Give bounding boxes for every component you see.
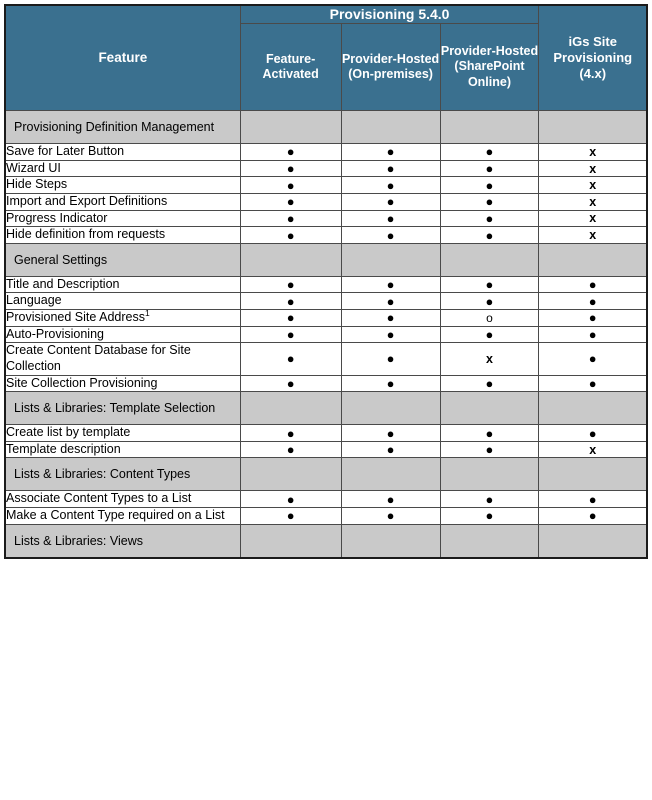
support-mark-cell: ● <box>240 491 341 508</box>
table-body <box>5 111 647 558</box>
section-label: Lists & Libraries: Template Selection <box>5 392 240 425</box>
table-row <box>5 508 647 525</box>
support-mark-cell: x <box>539 177 647 194</box>
section-empty-cell <box>539 458 647 491</box>
section-empty-cell <box>341 111 440 144</box>
section-empty-cell <box>539 392 647 425</box>
support-mark-cell: ● <box>341 177 440 194</box>
support-mark-cell: ● <box>240 441 341 458</box>
support-mark-cell: ● <box>440 227 539 244</box>
feature-label-text: Make a Content Type required on a List <box>6 508 225 523</box>
feature-label <box>5 441 240 458</box>
support-mark-cell: x <box>539 210 647 227</box>
support-mark-cell: ● <box>341 508 440 525</box>
support-mark-cell: ● <box>539 491 647 508</box>
feature-label <box>5 326 240 343</box>
feature-label <box>5 425 240 442</box>
support-mark-cell: ● <box>539 293 647 310</box>
column-header-provider-hosted-online: Provider-Hosted (SharePoint Online) <box>440 24 539 111</box>
section-row <box>5 111 647 144</box>
feature-label <box>5 227 240 244</box>
support-mark-cell: ● <box>240 177 341 194</box>
section-empty-cell <box>240 243 341 276</box>
feature-comparison-table <box>4 4 648 559</box>
feature-label <box>5 343 240 375</box>
support-mark-cell: ● <box>539 508 647 525</box>
support-mark-cell: ● <box>341 193 440 210</box>
support-mark-cell: ● <box>341 293 440 310</box>
feature-label <box>5 508 240 525</box>
table-row <box>5 326 647 343</box>
footnote-marker: 1 <box>144 307 150 318</box>
support-mark-cell: ● <box>240 425 341 442</box>
column-header-feature: Feature <box>5 5 240 111</box>
section-empty-cell <box>240 524 341 558</box>
feature-label <box>5 375 240 392</box>
support-mark-cell: ● <box>440 293 539 310</box>
support-mark-cell: ● <box>539 425 647 442</box>
feature-label-text: Save for Later Button <box>6 144 125 159</box>
support-mark-cell: ● <box>341 160 440 177</box>
feature-label-text: Auto-Provisioning <box>6 326 104 341</box>
section-empty-cell <box>539 243 647 276</box>
table-row <box>5 193 647 210</box>
feature-label-text: Title and Description <box>6 276 120 291</box>
section-empty-cell <box>341 243 440 276</box>
feature-label-text: Wizard UI <box>6 160 61 175</box>
section-empty-cell <box>440 458 539 491</box>
section-empty-cell <box>539 111 647 144</box>
support-mark-cell: ● <box>240 227 341 244</box>
feature-label-text: Template description <box>6 441 121 456</box>
section-empty-cell <box>341 458 440 491</box>
table-row <box>5 177 647 194</box>
support-mark-cell: ● <box>440 144 539 161</box>
support-mark-cell: ● <box>440 491 539 508</box>
support-mark-cell: ● <box>240 210 341 227</box>
feature-label <box>5 307 240 327</box>
support-mark-cell: x <box>539 193 647 210</box>
table-row <box>5 375 647 392</box>
feature-label-text: Associate Content Types to a List <box>6 491 192 506</box>
support-mark-cell: ● <box>341 310 440 327</box>
table-row <box>5 227 647 244</box>
support-mark-cell: ● <box>440 375 539 392</box>
feature-label <box>5 144 240 161</box>
support-mark-cell: ● <box>240 310 341 327</box>
support-mark-cell: ● <box>240 276 341 293</box>
support-mark-cell: ● <box>341 491 440 508</box>
feature-label-text: Language <box>6 293 62 308</box>
support-mark-cell: ● <box>440 210 539 227</box>
support-mark-cell: ● <box>240 508 341 525</box>
support-mark-cell: ● <box>341 343 440 375</box>
support-mark-cell: ● <box>341 375 440 392</box>
support-mark-cell: ● <box>539 276 647 293</box>
header-row-top <box>5 5 647 24</box>
support-mark-cell: ● <box>240 343 341 375</box>
support-mark-cell: ● <box>240 144 341 161</box>
support-mark-cell: ● <box>539 343 647 375</box>
section-empty-cell <box>539 524 647 558</box>
section-label: Lists & Libraries: Content Types <box>5 458 240 491</box>
support-mark-cell: x <box>539 144 647 161</box>
section-label: General Settings <box>5 243 240 276</box>
table-header <box>5 5 647 111</box>
feature-label-text: Create list by template <box>6 425 131 440</box>
table-row <box>5 310 647 327</box>
support-mark-cell: ● <box>440 193 539 210</box>
support-mark-cell: ● <box>440 508 539 525</box>
table-row <box>5 343 647 375</box>
table-row <box>5 276 647 293</box>
support-mark-cell: ● <box>539 326 647 343</box>
section-empty-cell <box>440 524 539 558</box>
column-header-igs-site-provisioning: iGs Site Provisioning (4.x) <box>539 5 647 111</box>
column-group-header-provisioning: Provisioning 5.4.0 <box>240 5 539 24</box>
table-row <box>5 491 647 508</box>
section-empty-cell <box>240 111 341 144</box>
section-label: Lists & Libraries: Views <box>5 524 240 558</box>
feature-label-text: Provisioned Site Address <box>6 310 145 325</box>
feature-label-text: Hide Steps <box>6 177 68 192</box>
support-mark-cell: ● <box>240 375 341 392</box>
section-label: Provisioning Definition Management <box>5 111 240 144</box>
support-mark-cell: ● <box>440 326 539 343</box>
support-mark-cell: ● <box>240 193 341 210</box>
table-row <box>5 441 647 458</box>
feature-label-text: Import and Export Definitions <box>6 193 168 208</box>
section-empty-cell <box>440 111 539 144</box>
section-empty-cell <box>341 524 440 558</box>
support-mark-cell: x <box>539 441 647 458</box>
section-row <box>5 458 647 491</box>
section-row <box>5 243 647 276</box>
feature-label <box>5 210 240 227</box>
section-row <box>5 524 647 558</box>
section-empty-cell <box>240 458 341 491</box>
section-empty-cell <box>341 392 440 425</box>
support-mark-cell: ● <box>341 144 440 161</box>
feature-label-text: Hide definition from requests <box>6 227 166 242</box>
section-row <box>5 392 647 425</box>
support-mark-cell: ● <box>539 310 647 327</box>
feature-label-text: Site Collection Provisioning <box>6 375 158 390</box>
table-row <box>5 425 647 442</box>
support-mark-cell: ● <box>440 160 539 177</box>
support-mark-cell: x <box>539 227 647 244</box>
support-mark-cell: x <box>440 343 539 375</box>
feature-label-text: Create Content Database for Site Collection <box>6 343 191 373</box>
support-mark-cell: ● <box>440 441 539 458</box>
support-mark-cell: ● <box>341 276 440 293</box>
support-mark-cell: ● <box>240 326 341 343</box>
support-mark-cell: ● <box>341 227 440 244</box>
support-mark-cell: ● <box>539 375 647 392</box>
support-mark-cell: ● <box>341 425 440 442</box>
feature-label <box>5 193 240 210</box>
support-mark-cell: o <box>440 310 539 327</box>
support-mark-cell: x <box>539 160 647 177</box>
feature-label <box>5 276 240 293</box>
support-mark-cell: ● <box>440 425 539 442</box>
support-mark-cell: ● <box>341 210 440 227</box>
feature-label <box>5 491 240 508</box>
table-row <box>5 210 647 227</box>
section-empty-cell <box>440 392 539 425</box>
section-empty-cell <box>240 392 341 425</box>
column-header-feature-activated: Feature-Activated <box>240 24 341 111</box>
feature-label <box>5 293 240 310</box>
feature-label <box>5 177 240 194</box>
support-mark-cell: ● <box>440 177 539 194</box>
column-header-provider-hosted-onprem: Provider-Hosted (On-premises) <box>341 24 440 111</box>
feature-label-text: Progress Indicator <box>6 210 108 225</box>
support-mark-cell: ● <box>440 276 539 293</box>
support-mark-cell: ● <box>341 441 440 458</box>
support-mark-cell: ● <box>240 293 341 310</box>
feature-label <box>5 160 240 177</box>
support-mark-cell: ● <box>341 326 440 343</box>
section-empty-cell <box>440 243 539 276</box>
support-mark-cell: ● <box>240 160 341 177</box>
table-row <box>5 293 647 310</box>
table-row <box>5 160 647 177</box>
table-row <box>5 144 647 161</box>
